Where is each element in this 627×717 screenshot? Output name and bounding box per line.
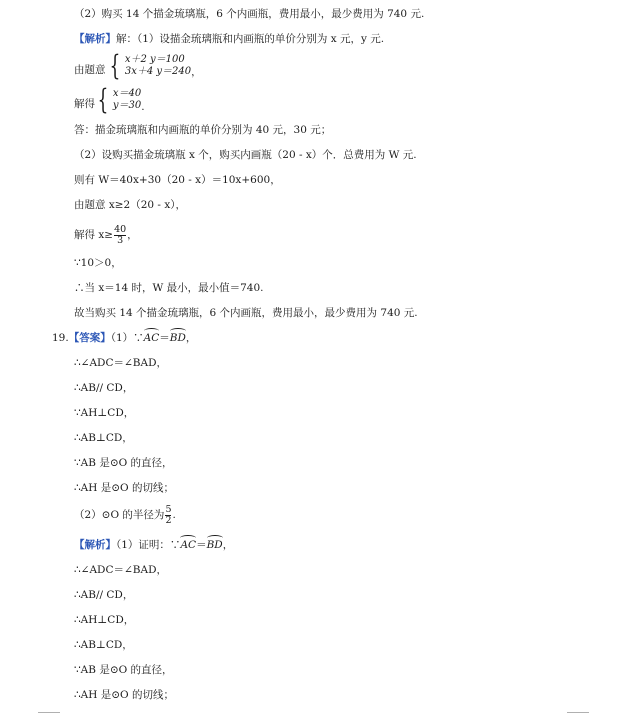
answer-step-line: ∵AH⊥CD，: [74, 407, 135, 419]
part2-setup-line: （2）设购买描金琉璃瓶 x 个，购买内画瓶（20 - x）个．总费用为 W 元.: [74, 149, 417, 161]
analysis-tag: 【解析】: [74, 539, 116, 551]
fraction-5-2: $\frac{5}{2}$: [165, 503, 172, 526]
analysis-step-line: ∴AB⊥CD，: [74, 639, 133, 651]
analysis-step-line: ∴AB// CD，: [74, 589, 134, 601]
question-number: 19.: [52, 332, 69, 344]
constraint-line: 由题意 x≥2（20 - x），: [74, 199, 186, 211]
given-equations-line: 由题意: [74, 64, 106, 76]
inequality-solution-line: 解得 x≥ $\frac{40}{3}$ ，: [74, 223, 138, 246]
answer-step-line: ∴∠ADC＝∠BAD，: [74, 357, 168, 369]
answer-step-line: ∵AB 是⊙O 的直径，: [74, 457, 173, 469]
arc-bd: BD: [169, 332, 186, 344]
analysis-step-line: ∴AH⊥CD，: [74, 614, 135, 626]
page-corner-mark-left: [38, 712, 60, 713]
analysis-step-line: ∵AB 是⊙O 的直径，: [74, 664, 173, 676]
analysis-tag: 【解析】: [74, 33, 116, 45]
answer-step-line: ∴AB// CD，: [74, 382, 134, 394]
radius-answer-line: （2）⊙O 的半径为 $\frac{5}{2}$ .: [74, 503, 176, 526]
question-19-answer-line: 19.【答案】（1）∵AC＝BD，: [52, 332, 197, 344]
analysis-intro-line: 【解析】解：（1）设描金琉璃瓶和内画瓶的单价分别为 x 元，y 元.: [74, 33, 385, 45]
solution-line: 解得: [74, 98, 95, 110]
fraction-40-3: $\frac{40}{3}$: [114, 223, 127, 246]
answer-step-line: ∴AB⊥CD，: [74, 432, 133, 444]
part2-answer-line: （2）购买 14 个描金琉璃瓶，6 个内画瓶，费用最小，最少费用为 740 元.: [74, 8, 425, 20]
arc-ac: AC: [143, 332, 160, 344]
answer-prices-line: 答：描金琉璃瓶和内画瓶的单价分别为 40 元，30 元；: [74, 124, 332, 136]
equation-system-2: { x＝40 y＝30 .: [97, 83, 145, 116]
left-brace-icon: {: [97, 83, 109, 116]
page-corner-mark-right: [567, 712, 589, 713]
conclusion-line: 故当购买 14 个描金琉璃瓶，6 个内画瓶，费用最小，最少费用为 740 元.: [74, 307, 418, 319]
analysis-proof-line: 【解析】（1）证明：∵AC＝BD，: [74, 539, 234, 551]
arc-ac: AC: [180, 539, 197, 551]
analysis-step-line: ∴AH 是⊙O 的切线；: [74, 689, 175, 701]
answer-tag: 【答案】: [68, 332, 111, 344]
minimum-line: ∴当 x＝14 时，W 最小，最小值＝740.: [74, 282, 264, 294]
positive-coefficient-line: ∵10＞0，: [74, 257, 122, 269]
left-brace-icon: {: [109, 49, 121, 82]
equation-system-1: { x＋2 y＝100 3x＋4 y＝240 ，: [109, 49, 202, 82]
arc-bd: BD: [206, 539, 223, 551]
answer-step-line: ∴AH 是⊙O 的切线；: [74, 482, 175, 494]
cost-function-line: 则有 W＝40x+30（20 - x）＝10x+600，: [74, 174, 281, 186]
analysis-step-line: ∴∠ADC＝∠BAD，: [74, 564, 168, 576]
